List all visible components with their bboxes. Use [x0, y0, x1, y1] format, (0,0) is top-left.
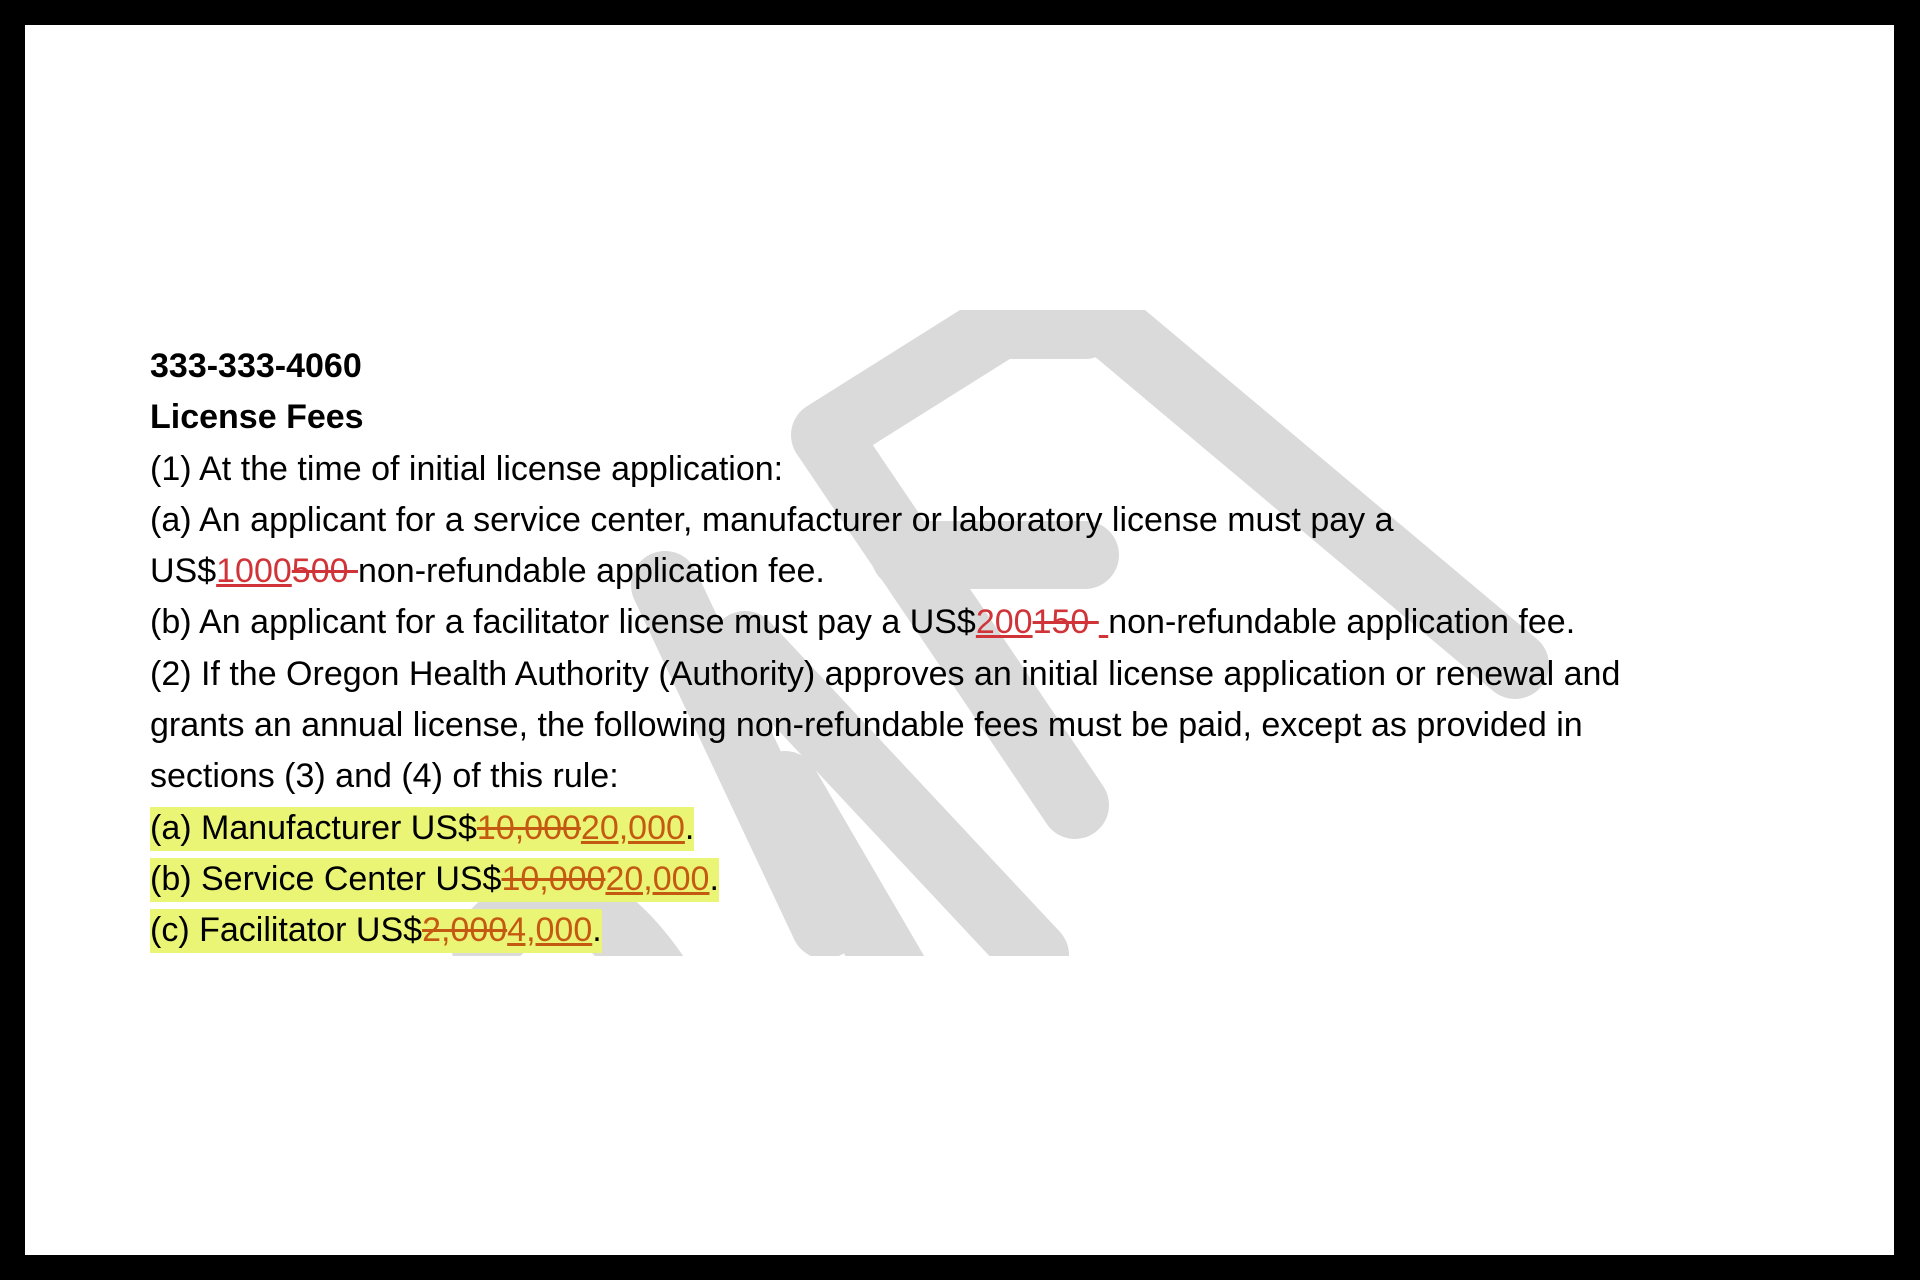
fee-highlight	[150, 807, 694, 851]
inserted-amount: 1000	[216, 552, 292, 591]
deleted-fee: 10,000	[476, 808, 581, 847]
rule-title: License Fees	[150, 398, 364, 437]
fee-label: (b) Service Center US$	[150, 859, 502, 898]
deleted-amount: 150	[1032, 603, 1099, 642]
inserted-fee: 4,000	[507, 911, 593, 950]
paragraph-2-line-3: sections (3) and (4) of this rule:	[150, 757, 619, 796]
paragraph-1-intro: (1) At the time of initial license application:	[150, 449, 784, 488]
rule-number: 333-333-4060	[150, 347, 362, 385]
currency-prefix: US$	[150, 552, 217, 591]
fee-highlight	[150, 909, 602, 953]
paragraph-1b-text: (b) An applicant for a facilitator license must pay a US$	[150, 603, 976, 642]
paragraph-1b	[150, 597, 1810, 648]
fee-highlight	[150, 858, 719, 902]
rule-text-block	[150, 341, 1810, 957]
inserted-fee: 20,000	[580, 808, 685, 847]
document-page	[25, 25, 1894, 1255]
inserted-fee: 20,000	[605, 859, 710, 898]
paragraph-1a-line-2	[150, 546, 1810, 597]
fee-item-service-center	[150, 854, 1810, 905]
fee-end: .	[684, 808, 695, 847]
paragraph-2-line-2: grants an annual license, the following non-refundable fees must be paid, except as provided in	[150, 706, 1583, 745]
fee-end: .	[709, 859, 719, 898]
deleted-fee: 10,000	[501, 859, 606, 898]
inserted-space	[1099, 603, 1108, 641]
deleted-fee: 2,000	[422, 911, 508, 950]
paragraph-2-line-1: (2) If the Oregon Health Authority (Authority) approves an initial license application or renewal and	[150, 654, 1621, 693]
fee-description: non-refundable application fee.	[1108, 603, 1576, 642]
fee-item-facilitator	[150, 905, 1810, 956]
paragraph-1a-line-1: (a) An applicant for a service center, manufacturer or laboratory license must pay a	[150, 500, 1394, 539]
inserted-amount: 200	[975, 603, 1033, 642]
fee-label: (c) Facilitator US$	[150, 911, 423, 950]
fee-item-manufacturer	[150, 803, 1810, 854]
deleted-amount: 500	[291, 552, 358, 591]
fee-description: non-refundable application fee.	[357, 552, 825, 591]
fee-label: (a) Manufacturer US$	[150, 808, 477, 847]
fee-end: .	[592, 911, 602, 950]
